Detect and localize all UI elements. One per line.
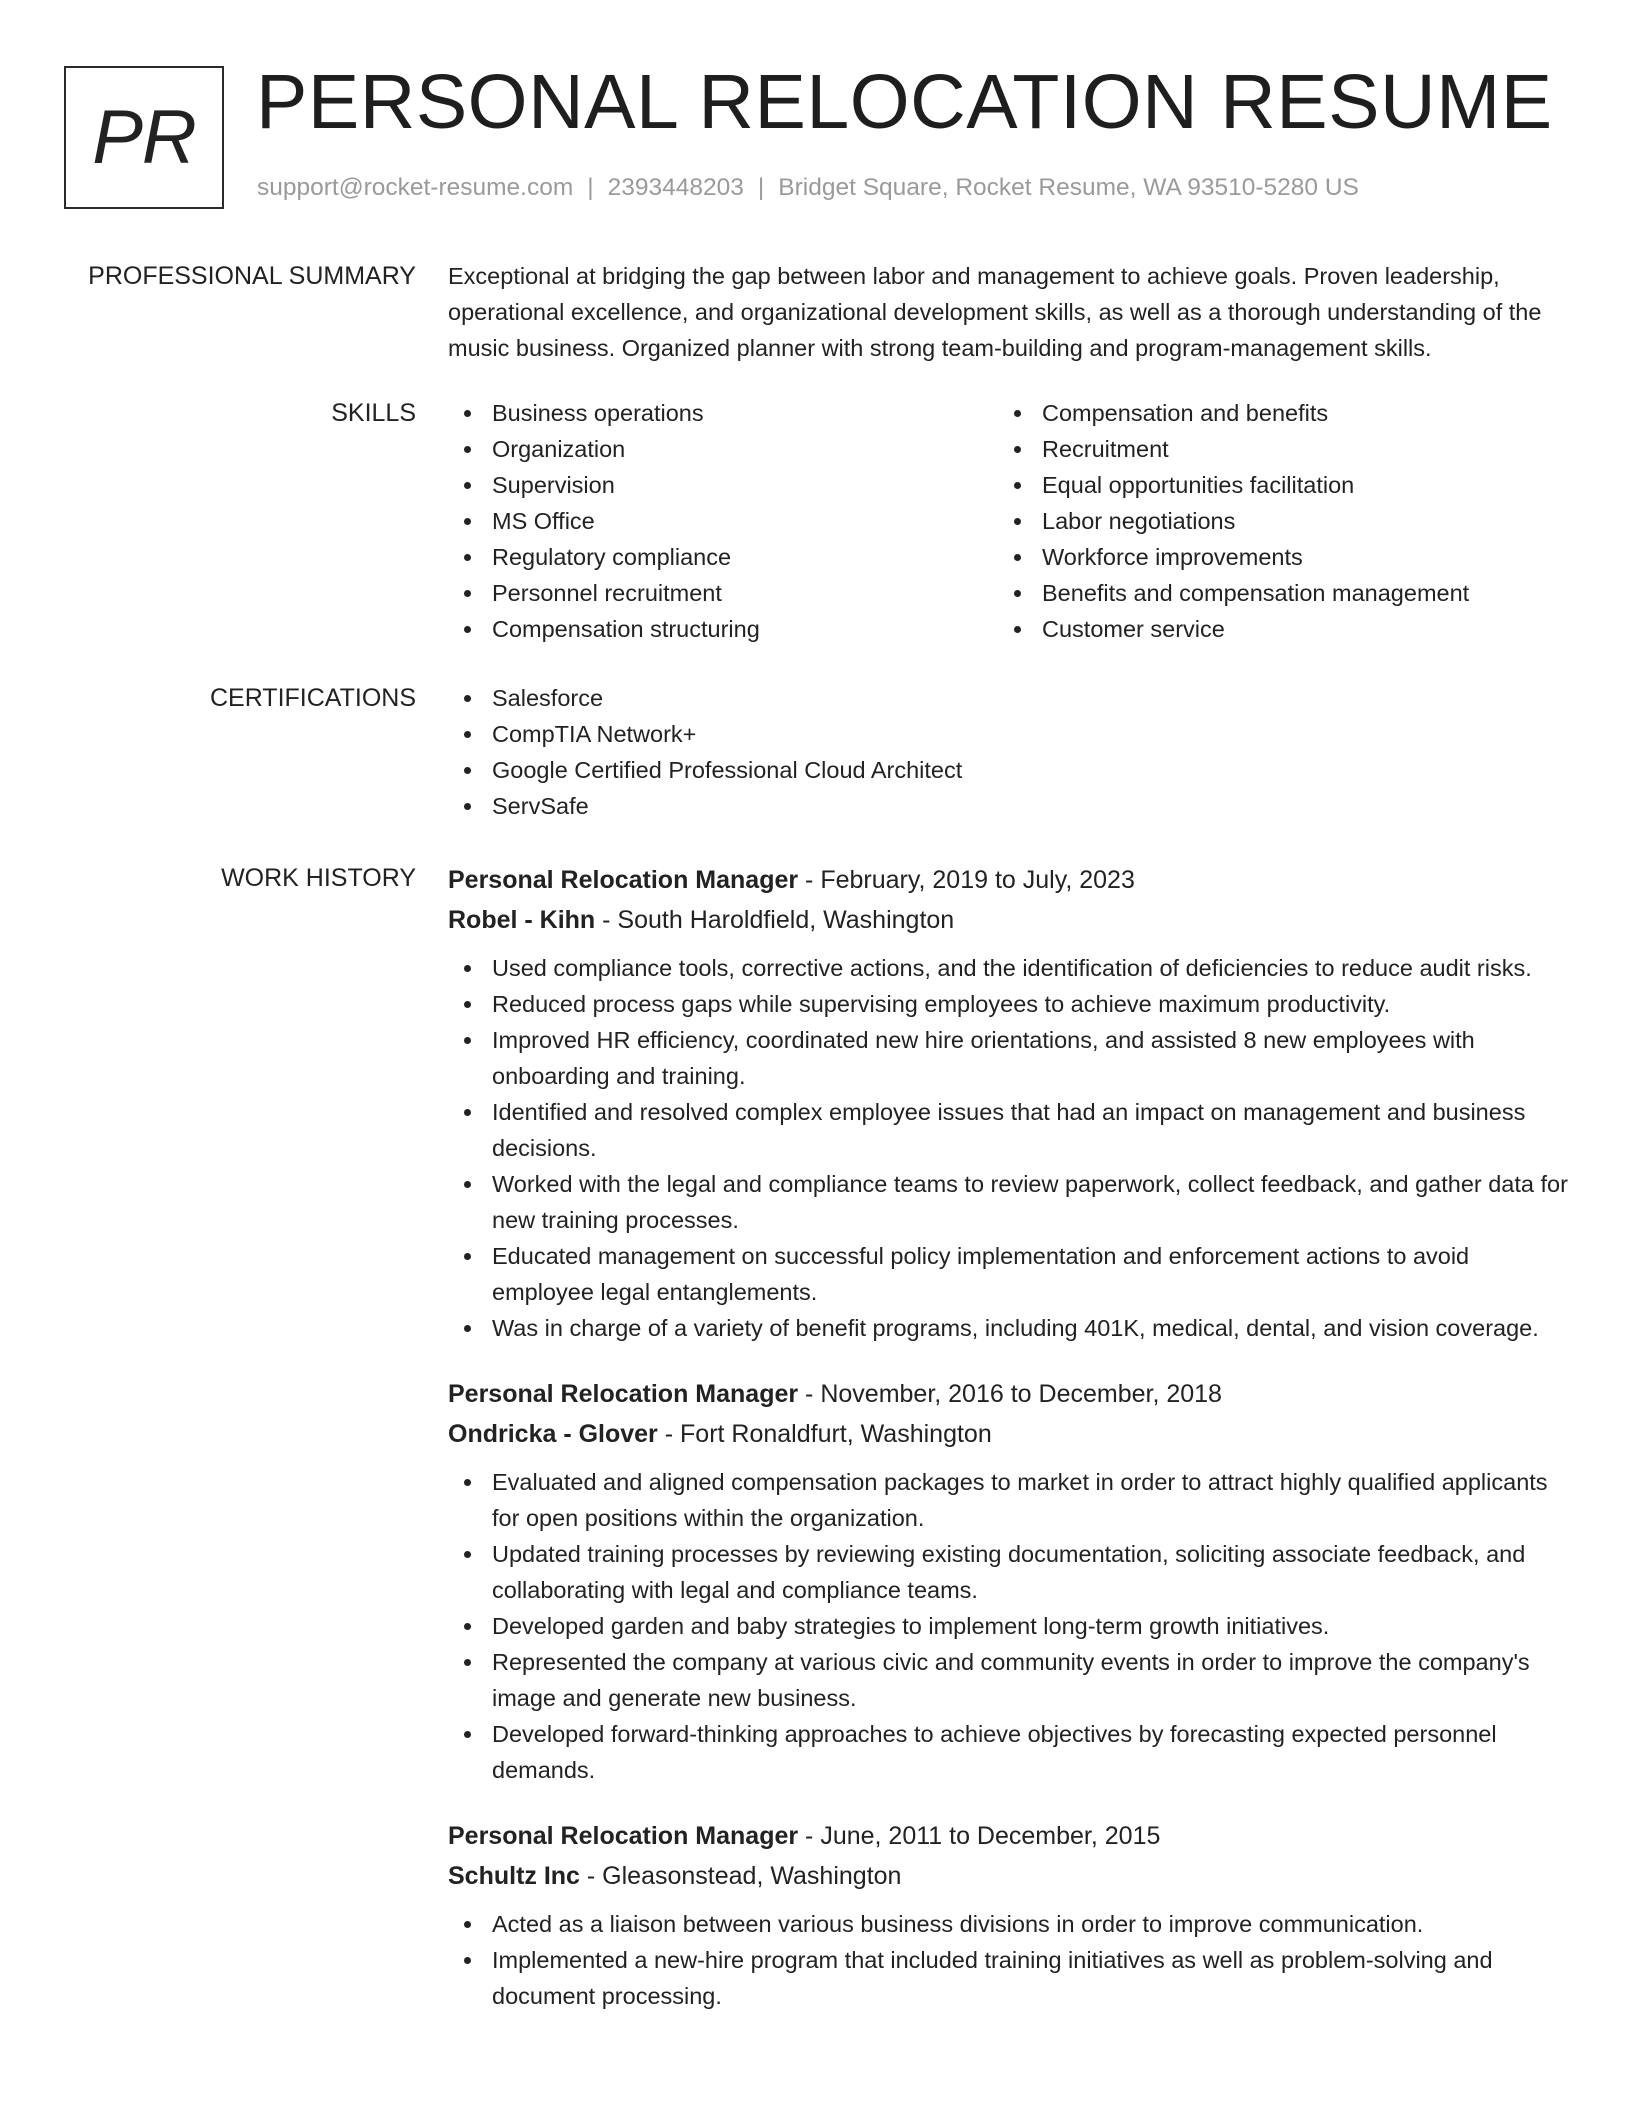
job-bullet: Reduced process gaps while supervising employees to achieve maximum productivity. [448, 986, 1570, 1022]
skill-item: Compensation structuring [448, 611, 998, 647]
resume-title: PERSONAL RELOCATION RESUME [256, 59, 1553, 145]
job-bullet: Used compliance tools, corrective actions, and the identification of deficiencies to reduce audit risks. [448, 950, 1570, 986]
job-location: - Fort Ronaldfurt, Washington [657, 1420, 992, 1448]
contact-address: Bridget Square, Rocket Resume, WA 93510-5280 US [778, 174, 1359, 201]
job-dates: - November, 2016 to December, 2018 [798, 1380, 1222, 1408]
job-company: Robel - Kihn [448, 906, 596, 934]
contact-phone: 2393448203 [607, 174, 744, 201]
skill-item: MS Office [448, 503, 998, 539]
job-title-line [448, 860, 1570, 900]
skill-item: Compensation and benefits [998, 395, 1548, 431]
job-dates: - February, 2019 to July, 2023 [798, 866, 1135, 894]
job-location: - Gleasonstead, Washington [579, 1862, 902, 1890]
job-bullet: Updated training processes by reviewing existing documentation, soliciting associate feedback, and collaborating with legal and compliance teams. [448, 1536, 1570, 1608]
job-title-line [448, 1374, 1570, 1414]
job-title: Personal Relocation Manager [448, 866, 799, 894]
job-company: Schultz Inc [448, 1862, 580, 1890]
certification-item: CompTIA Network+ [448, 716, 1570, 752]
job-bullets [448, 950, 1570, 1346]
skill-item: Benefits and compensation management [998, 575, 1548, 611]
certification-item: Google Certified Professional Cloud Architect [448, 752, 1570, 788]
certifications-body [448, 680, 1570, 824]
job-bullet: Developed forward-thinking approaches to achieve objectives by forecasting expected personnel demands. [448, 1716, 1570, 1788]
job-company-line [448, 900, 1570, 940]
job-location: - South Haroldfield, Washington [595, 906, 955, 934]
job-bullet: Acted as a liaison between various business divisions in order to improve communication. [448, 1906, 1570, 1942]
skill-item: Personnel recruitment [448, 575, 998, 611]
job-bullet: Educated management on successful policy implementation and enforcement actions to avoid employee legal entanglements. [448, 1238, 1570, 1310]
skill-item: Supervision [448, 467, 998, 503]
job-company: Ondricka - Glover [448, 1420, 658, 1448]
job-bullets [448, 1906, 1570, 2014]
job-bullet: Developed garden and baby strategies to implement long-term growth initiatives. [448, 1608, 1570, 1644]
skill-item: Organization [448, 431, 998, 467]
certification-item: Salesforce [448, 680, 1570, 716]
monogram: PR [64, 66, 224, 209]
job-bullet: Was in charge of a variety of benefit programs, including 401K, medical, dental, and vision coverage. [448, 1310, 1570, 1346]
job-bullet: Implemented a new-hire program that included training initiatives as well as problem-solving and document processing. [448, 1942, 1570, 2014]
summary-text: Exceptional at bridging the gap between labor and management to achieve goals. Proven leadership, operational excellence, and organizational development skills, as well as a thorough understanding of the music business. Organized planner with strong team-building and program-management skills. [448, 263, 1542, 361]
skill-item: Business operations [448, 395, 998, 431]
section-label-skills: SKILLS [331, 399, 416, 427]
skills-list-right [998, 395, 1548, 647]
job-company-line [448, 1414, 1570, 1454]
job-bullet: Worked with the legal and compliance teams to review paperwork, collect feedback, and gather data for new training processes. [448, 1166, 1570, 1238]
skills-columns [448, 395, 1570, 647]
skill-item: Recruitment [998, 431, 1548, 467]
job-title-line [448, 1816, 1570, 1856]
skill-item: Equal opportunities facilitation [998, 467, 1548, 503]
skills-list-left [448, 395, 998, 647]
job-title: Personal Relocation Manager [448, 1822, 799, 1850]
skill-item: Regulatory compliance [448, 539, 998, 575]
contact-line [257, 174, 1359, 202]
job-dates: - June, 2011 to December, 2015 [798, 1822, 1161, 1850]
job-entry [448, 860, 1570, 1346]
job-company-line [448, 1856, 1570, 1896]
skill-item: Customer service [998, 611, 1548, 647]
job-bullet: Improved HR efficiency, coordinated new hire orientations, and assisted 8 new employees with onboarding and training. [448, 1022, 1570, 1094]
skill-item: Workforce improvements [998, 539, 1548, 575]
skill-item: Labor negotiations [998, 503, 1548, 539]
contact-email: support@rocket-resume.com [257, 174, 574, 201]
job-entry [448, 1374, 1570, 1788]
contact-separator: | [587, 174, 594, 201]
job-entry [448, 1816, 1570, 2014]
section-label-summary: PROFESSIONAL SUMMARY [88, 262, 416, 290]
contact-separator: | [757, 174, 765, 201]
job-bullet: Identified and resolved complex employee issues that had an impact on management and business decisions. [448, 1094, 1570, 1166]
job-bullet: Represented the company at various civic and community events in order to improve the company's image and generate new business. [448, 1644, 1570, 1716]
certification-item: ServSafe [448, 788, 1570, 824]
section-label-certifications: CERTIFICATIONS [209, 684, 416, 712]
job-bullets [448, 1464, 1570, 1788]
job-title: Personal Relocation Manager [448, 1380, 799, 1408]
section-label-work-history: WORK HISTORY [221, 864, 416, 892]
certifications-list [448, 680, 1570, 824]
job-bullet: Evaluated and aligned compensation packages to market in order to attract highly qualified applicants for open positions within the organization. [448, 1464, 1570, 1536]
work-history-body [448, 860, 1570, 2042]
